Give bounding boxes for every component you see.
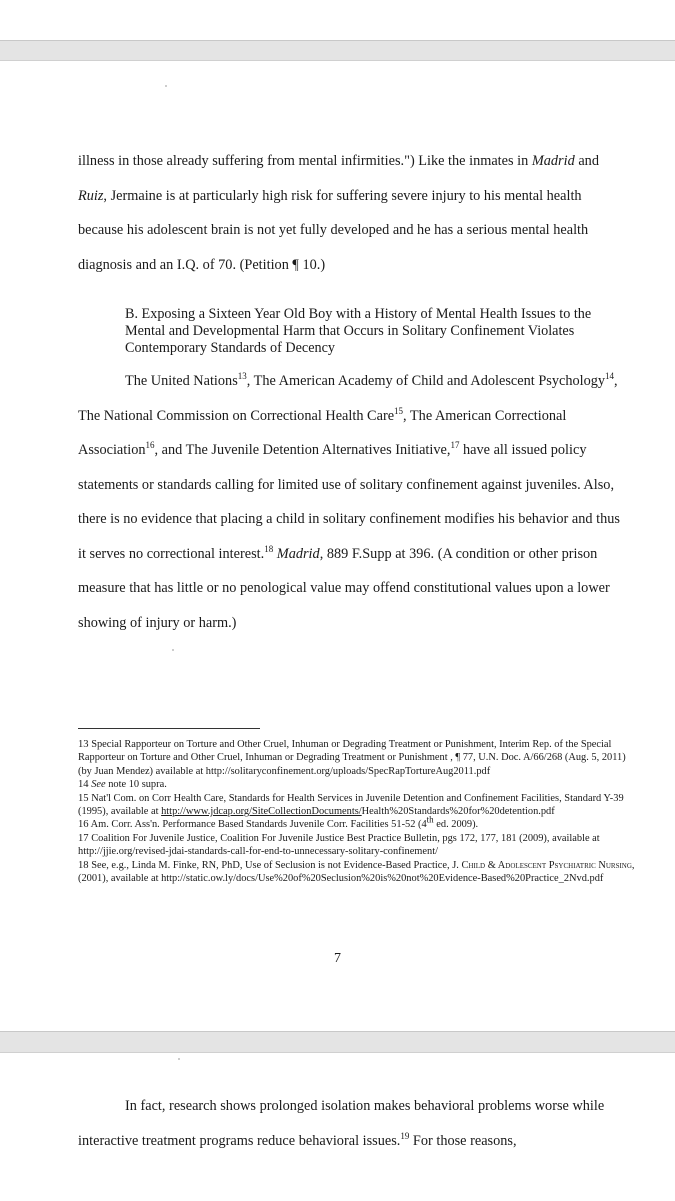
text-run: , and The Juvenile Detention Alternatives Initiative, xyxy=(154,442,451,458)
text-run: Am. Corr. Ass'n. Performance Based Standards Juvenile Corr. Facilities 51-52 (4 xyxy=(88,819,427,831)
section-heading-b: B. Exposing a Sixteen Year Old Boy with a History of Mental Health Issues to the Mental and Developmental Harm that Occurs in Solitary Confinement Violates Contemporary Standards of Decency xyxy=(125,306,592,356)
footnote-number: 17 xyxy=(78,832,89,844)
footnote-reference: 15 xyxy=(394,405,404,416)
journal-title: Child & Adolescent Psychiatric Nursing xyxy=(461,859,632,871)
footnote-reference: 18 xyxy=(264,543,274,554)
text-run: have all issued policy statements or standards calling for limited use of solitary confinement against juveniles. Also, there is no evidence that placing a child in solitary confinement modifies his behavior and thus it serves no correctional interest. xyxy=(78,442,620,562)
previous-page-bottom xyxy=(0,0,675,41)
text-run: ed. 2009). xyxy=(433,819,479,831)
footnote-number: 13 xyxy=(78,739,89,750)
italic-text: Ruiz xyxy=(78,187,104,204)
footnote-number: 15 xyxy=(78,792,89,804)
text-run: , Jermaine is at particularly high risk for suffering severe injury to his mental health because his adolescent brain is not yet fully developed and he has a serious mental health diagnosis and an I.Q. of 70. (Petition ¶ 10.) xyxy=(78,187,589,273)
text-run: Coalition For Juvenile Justice, Coalition For Juvenile Justice Best Practice Bulletin, pgs 172, 177, 181 (2009), available at http://jjie.org/revised-jdai-standards-call-for-end-to-unnecessary-solitary-confinement/ xyxy=(78,832,600,858)
scan-speck xyxy=(165,85,167,87)
text-run: , (2001), available at http://static.ow.ly/docs/Use%20of%20Seclusion%20is%20not%20Evidence-Based%20Practice_2Nvd.pdf xyxy=(78,859,635,885)
text-run: Special Rapporteur on Torture and Other Cruel, Inhuman or Degrading Treatment or Punishment, Interim Rep. of the Special Rapporteur on Torture and Other Cruel, Inhuman or Degrading Treatment or Punishment , ¶ 77, U.N. Doc. A/66/268 (Aug. 5, 2011) (by Juan Mendez) available at http://solitaryconfinement.org/uploads/SpecRapTortureAug2011.pdf xyxy=(78,739,626,777)
hyperlink-text: http://www.jdcap.org/SiteCollectionDocuments/ xyxy=(161,806,362,818)
footnote-reference: 14 xyxy=(605,371,615,382)
scan-speck xyxy=(178,1058,180,1060)
footnote-number: 14 xyxy=(78,779,89,791)
footnote-18 xyxy=(78,859,638,886)
footnote-13 xyxy=(78,738,638,778)
text-run: , 889 F.Supp at 396. (A condition or other prison measure that has little or no penological value may offend constitutional values upon a lower showing of injury or harm.) xyxy=(78,545,610,631)
text-run: Nat'l Com. on Corr Health Care, Standards for Health Services in Juvenile Detention and Confinement Facilities, Standard Y-39 (1995), available at xyxy=(78,792,624,818)
footnote-reference: 16 xyxy=(145,440,155,451)
footnote-15 xyxy=(78,792,638,819)
text-run: , The National Commission on Correctional Health Care xyxy=(78,373,618,424)
footnote-reference: th xyxy=(426,814,434,825)
page-number: 7 xyxy=(334,951,341,966)
footnote-separator xyxy=(78,728,260,729)
paragraph-continued xyxy=(78,144,623,282)
paragraph-main xyxy=(78,364,623,640)
italic-text: See xyxy=(91,779,106,791)
footnote-14 xyxy=(78,778,638,791)
footnote-17 xyxy=(78,832,638,859)
footnote-reference: 19 xyxy=(400,1130,410,1141)
text-run: See, e.g., Linda M. Finke, RN, PhD, Use of Seclusion is not Evidence-Based Practice, J. xyxy=(88,859,462,871)
text-run: The United Nations xyxy=(125,373,238,389)
footnote-number: 16 xyxy=(78,819,89,831)
text-run: In fact, research shows prolonged isolation makes behavioral problems worse while interactive treatment programs reduce behavioral issues. xyxy=(78,1098,605,1149)
text-run: , The American Academy of Child and Adolescent Psychology xyxy=(246,373,606,389)
text-run: note 10 supra. xyxy=(105,779,167,791)
italic-text: Madrid xyxy=(276,545,320,562)
text-run: , The American Correctional Association xyxy=(78,407,567,458)
document-page-8 xyxy=(0,1052,675,1201)
footnote-number: 18 xyxy=(78,859,89,871)
footnote-reference: 17 xyxy=(450,440,460,451)
text-run: Health%20Standards%20for%20detention.pdf xyxy=(361,806,555,818)
footnote-16 xyxy=(78,814,638,831)
italic-text: Madrid xyxy=(531,153,575,169)
text-run: and xyxy=(574,153,599,169)
footnotes xyxy=(78,738,638,885)
document-page-7 xyxy=(0,60,675,1032)
paragraph-next-page xyxy=(78,1089,623,1158)
footnote-reference: 13 xyxy=(237,371,247,382)
text-run: For those reasons, xyxy=(409,1132,517,1149)
text-run: illness in those already suffering from mental infirmities.") Like the inmates in xyxy=(78,153,532,169)
scan-speck xyxy=(172,649,174,651)
